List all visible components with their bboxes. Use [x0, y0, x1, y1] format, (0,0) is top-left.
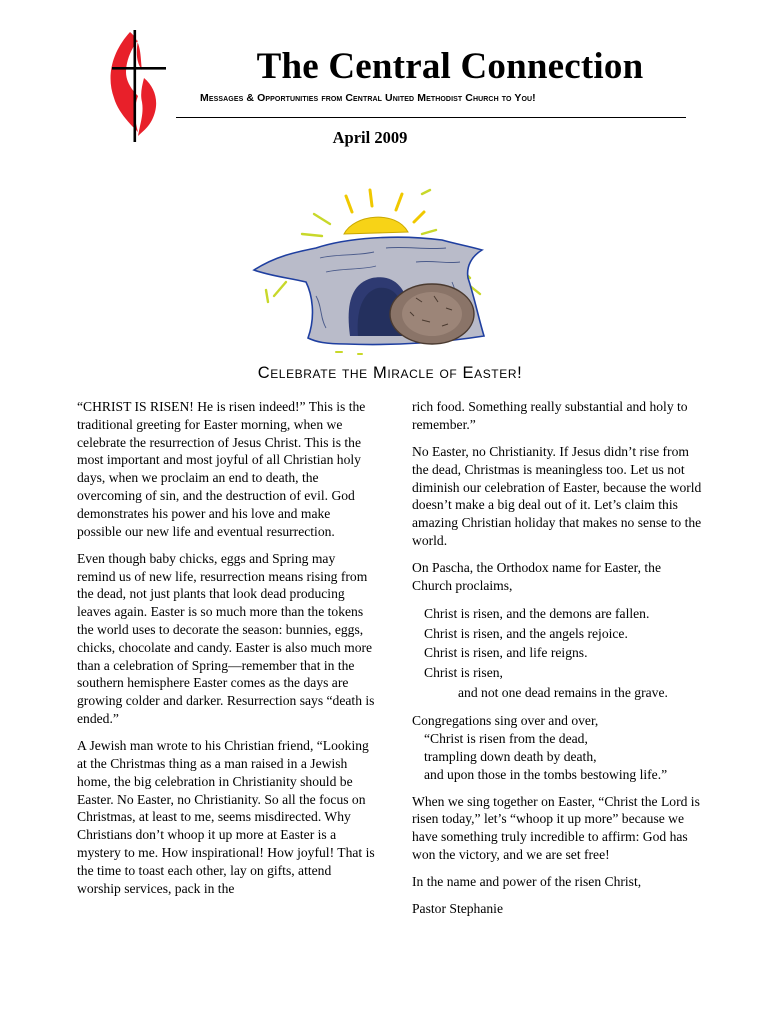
- song-line: trampling down death by death,: [424, 748, 597, 764]
- article-right-column: [412, 398, 704, 928]
- congregation-song: [412, 712, 704, 783]
- song-line: and upon those in the tombs bestowing life.”: [424, 766, 668, 782]
- pascha-proclamation: [412, 604, 704, 702]
- stone-icon: [390, 284, 474, 344]
- verse-line: Christ is risen, and the demons are fallen.: [424, 606, 650, 622]
- article-paragraph: No Easter, no Christianity. If Jesus didn’t rise from the dead, Christmas is meaningless too. Let us not diminish our celebration of Easter, because the world doesn’t make a big deal out of it. Let’s claim this amazing Christian holiday that makes no sense to the world.: [412, 443, 702, 548]
- song-line: “Christ is risen from the dead,: [424, 730, 588, 746]
- newsletter-title: The Central Connection: [256, 46, 644, 87]
- article-paragraph: “CHRIST IS RISEN! He is risen indeed!” This is the traditional greeting for Easter morning, when we celebrate the resurrection of Jesus Christ. This is the most important and most joyful of all Christian holy days, when we proclaim an end to death, the overcoming of sin, and the destruction of evil. God demonstrates his power and his love and make possible our new life and eventual resurrection.: [77, 399, 366, 539]
- article-paragraph: When we sing together on Easter, “Christ the Lord is risen today,” let’s “whoop it up more” because we have something truly incredible to affirm: God has won the victory, and we are set free!: [412, 793, 700, 863]
- article-left-column: [77, 398, 375, 907]
- article-headline: Celebrate the Miracle of Easter!: [257, 364, 523, 382]
- empty-tomb-illustration: [246, 186, 514, 358]
- verse-line: Christ is risen, and the angels rejoice.: [424, 625, 628, 641]
- signature: Pastor Stephanie: [412, 901, 503, 917]
- article-paragraph: On Pascha, the Orthodox name for Easter, the Church proclaims,: [412, 560, 661, 593]
- cross-icon: [134, 30, 137, 142]
- header-divider: [176, 117, 686, 118]
- article-paragraph: Even though baby chicks, eggs and Spring may remind us of new life, resurrection means rising from the dead, not just plants that look dead producing leaves again. Easter is so much more than the tokens the world uses to decorate the season: bunnies, eggs, chicks, chocolate and candy. Easter is also much more than a celebration of Spring—remember that in the southern hemisphere Easter comes as the days are growing colder and darker. Resurrection says “death is ended.”: [77, 550, 375, 726]
- issue-date: April 2009: [332, 128, 408, 147]
- verse-line: Christ is risen,: [424, 664, 503, 680]
- flame-icon: [111, 32, 142, 132]
- closing-line: In the name and power of the risen Christ,: [412, 874, 642, 890]
- song-line: Congregations sing over and over,: [412, 713, 599, 729]
- cross-and-flame-logo: [104, 28, 168, 146]
- article-paragraph: rich food. Something really substantial and holy to remember.”: [412, 399, 688, 432]
- verse-line: Christ is risen, and life reigns.: [424, 645, 588, 661]
- newsletter-subtitle: Messages & Opportunities from Central United Methodist Church to You!: [200, 92, 536, 104]
- verse-line: and not one dead remains in the grave.: [458, 684, 668, 700]
- article-paragraph: A Jewish man wrote to his Christian friend, “Looking at the Christmas thing as a man raised in a Jewish home, the big celebration in Christianity should be Easter. No Easter, no Christianity. So all the focus on Christmas, at least to me, seems misdirected. Why Christians don’t whoop it up more at Easter is a mystery to me. How inspirational! How joyful! That is the time to toast each other, lay on gifts, attend worship services, pack in the: [77, 738, 375, 896]
